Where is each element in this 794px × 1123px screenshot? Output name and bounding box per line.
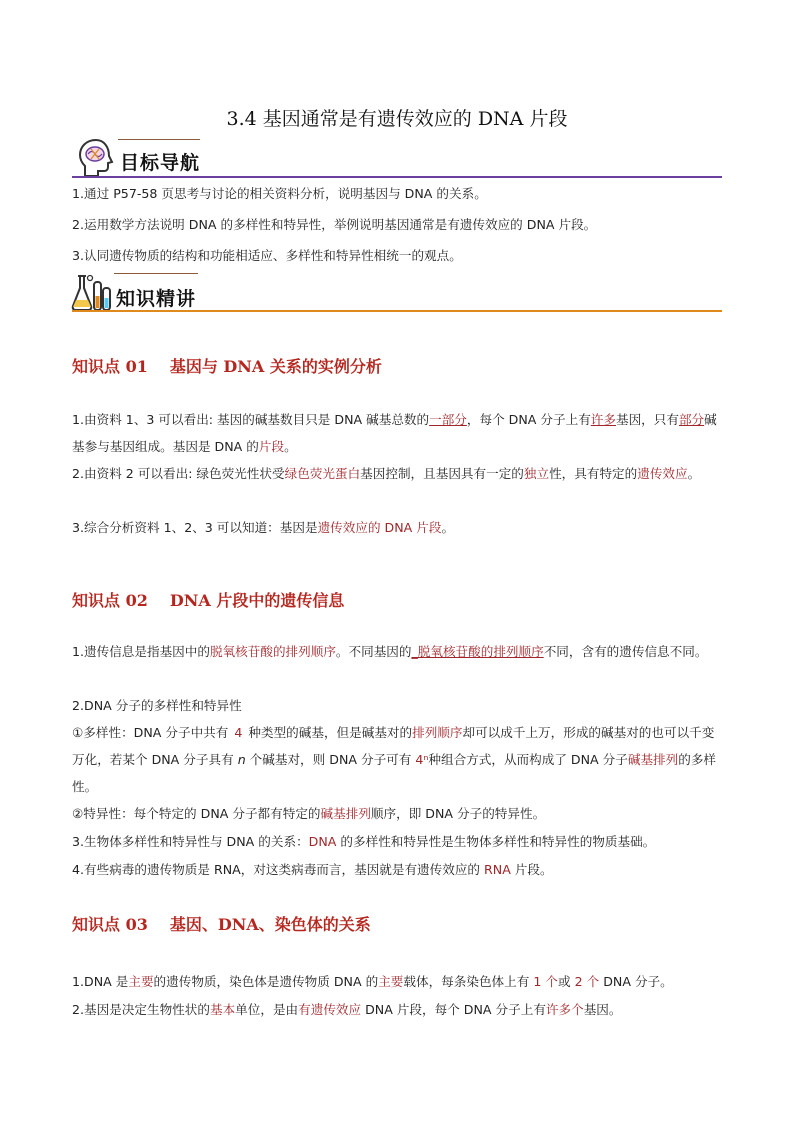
flask-icon (70, 270, 114, 314)
page-title: 3.4 基因通常是有遗传效应的 DNA 片段 (226, 108, 568, 130)
knowledge-point-title: DNA 片段中的遗传信息 (169, 591, 345, 610)
section-title-knowledge: 知识精讲 (116, 288, 197, 310)
section-rule-knowledge (72, 310, 722, 312)
knowledge-point-number: 知识点 03 (72, 915, 148, 934)
knowledge-point-heading (72, 912, 371, 935)
paragraph: 2.基因是决定生物性状的基本单位，是由有遗传效应 DNA 片段，每个 DNA 分子上有许多个基因。 (72, 1002, 622, 1017)
paragraph: 2.DNA 分子的多样性和特异性 (72, 698, 242, 713)
section-accent-line (118, 139, 200, 140)
paragraph: 3.生物体多样性和特异性与 DNA 的关系：DNA 的多样性和特异性是生物体多样性和特异性的物质基础。 (72, 834, 656, 849)
paragraph: 1.遗传信息是指基因中的脱氧核苷酸的排列顺序。不同基因的_脱氧核苷酸的排列顺序不同，含有的遗传信息不同。 (72, 644, 708, 659)
paragraph: 4.有些病毒的遗传物质是 RNA，对这类病毒而言，基因就是有遗传效应的 RNA 片段。 (72, 862, 553, 877)
knowledge-point-number: 知识点 02 (72, 591, 148, 610)
paragraph: ①多样性：DNA 分子中共有 4 种类型的碱基，但是碱基对的排列顺序却可以成千上万，形成的碱基对的也可以千变万化，若某个 DNA 分子具有 n 个碱基对，则 DNA 分子可有 4ⁿ种组合方式，从而构成了 DNA 分子碱基排列的多样性。 (72, 725, 717, 794)
knowledge-point-title: 基因、DNA、染色体的关系 (169, 915, 371, 934)
paragraph: 1.由资料 1、3 可以看出: 基因的碱基数目只是 DNA 碱基总数的一部分，每个 DNA 分子上有许多基因，只有部分碱基参与基因组成。基因是 DNA 的片段。 (72, 412, 717, 454)
section-accent-line (114, 273, 198, 274)
section-rule-goals (72, 176, 722, 178)
knowledge-point-heading (72, 354, 382, 377)
knowledge-point-heading (72, 588, 344, 611)
brain-icon (74, 136, 118, 180)
section-title-goals: 目标导航 (120, 152, 201, 174)
paragraph: 1.DNA 是主要的遗传物质，染色体是遗传物质 DNA 的主要载体，每条染色体上有 1 个或 2 个 DNA 分子。 (72, 974, 673, 989)
goal-item: 3.认同遗传物质的结构和功能相适应、多样性和特异性相统一的观点。 (72, 248, 462, 263)
goal-item: 2.运用数学方法说明 DNA 的多样性和特异性，举例说明基因通常是有遗传效应的 DNA 片段。 (72, 217, 597, 232)
paragraph: 3.综合分析资料 1、2、3 可以知道：基因是遗传效应的 DNA 片段。 (72, 520, 455, 535)
knowledge-point-number: 知识点 01 (72, 357, 148, 376)
goal-item: 1.通过 P57-58 页思考与讨论的相关资料分析，说明基因与 DNA 的关系。 (72, 186, 487, 201)
knowledge-point-title: 基因与 DNA 关系的实例分析 (169, 357, 382, 376)
paragraph: 2.由资料 2 可以看出: 绿色荧光性状受绿色荧光蛋白基因控制，且基因具有一定的独立性，具有特定的遗传效应。 (72, 466, 701, 481)
paragraph: ②特异性：每个特定的 DNA 分子都有特定的碱基排列顺序，即 DNA 分子的特异性。 (72, 806, 546, 821)
